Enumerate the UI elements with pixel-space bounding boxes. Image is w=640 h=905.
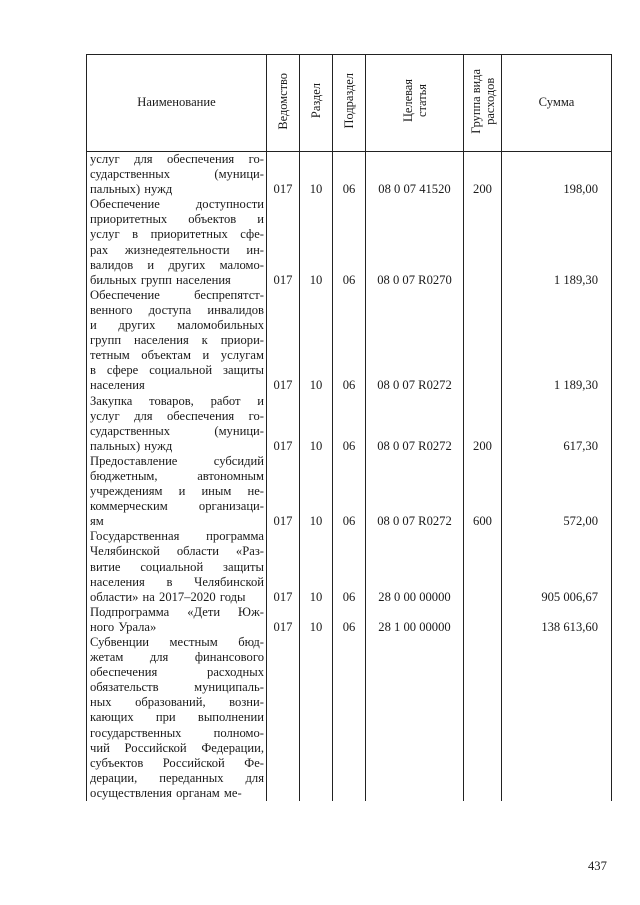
cell-summa: 198,00 [502, 152, 612, 198]
cell-gruppa [464, 288, 502, 394]
cell-name-line: области» на 2017–2020 годы [90, 589, 246, 604]
cell-name-line: тетным объектам и услугам [90, 348, 264, 363]
cell-gruppa [464, 605, 502, 635]
cell-name-line: Субвенции местным бюд- [90, 635, 264, 649]
cell-podrazdel: 06 [333, 288, 366, 394]
cell-razdel: 10 [300, 152, 333, 198]
cell-name-line: Подпрограмма «Дети Юж- [90, 604, 264, 619]
table-row [87, 197, 612, 288]
cell-gruppa: 200 [464, 152, 502, 198]
cell-name-line: учреждениям и иным не- [90, 484, 264, 499]
header-celevaya-line-1: Целевая [400, 79, 415, 123]
header-name: Наименование [87, 55, 267, 152]
cell-name-line: услуг в приоритетных сфе- [90, 227, 264, 242]
cell-name-line: дерации, переданных для [90, 770, 264, 785]
cell-name-line: Обеспечение беспрепятст- [90, 287, 264, 302]
header-razdel [300, 55, 333, 152]
cell-summa: 617,30 [502, 394, 612, 454]
header-gruppa-line-2: расходов [482, 77, 497, 125]
cell-name-line: услуг для обеспечения го- [90, 152, 264, 166]
cell-vedomstvo: 017 [267, 152, 300, 198]
table-row [87, 635, 612, 801]
cell-name-line: населения в Челябинской [90, 574, 264, 589]
cell-name-line: Челябинской области «Раз- [90, 544, 264, 559]
cell-vedomstvo: 017 [267, 288, 300, 394]
cell-gruppa: 600 [464, 454, 502, 529]
cell-razdel: 10 [300, 394, 333, 454]
cell-podrazdel [333, 635, 366, 801]
cell-name-line: приоритетных объектов и [90, 212, 264, 227]
table-row [87, 454, 612, 529]
cell-summa: 1 189,30 [502, 197, 612, 288]
header-celevaya [366, 55, 464, 152]
cell-vedomstvo: 017 [267, 197, 300, 288]
cell-vedomstvo: 017 [267, 394, 300, 454]
cell-podrazdel: 06 [333, 197, 366, 288]
cell-name [87, 197, 267, 288]
cell-celevaya: 28 0 00 00000 [366, 529, 464, 604]
cell-name-line: и других маломобильных [90, 318, 264, 333]
table-header [87, 55, 612, 152]
cell-podrazdel: 06 [333, 152, 366, 198]
cell-name-line: витие социальной защиты [90, 559, 264, 574]
cell-name-line: бильных групп населения [90, 272, 231, 287]
header-gruppa-line-1: Группа вида [468, 68, 483, 134]
cell-celevaya: 08 0 07 41520 [366, 152, 464, 198]
cell-name [87, 152, 267, 198]
cell-celevaya: 08 0 07 R0270 [366, 197, 464, 288]
cell-razdel: 10 [300, 605, 333, 635]
header-celevaya-line-2: статья [414, 84, 429, 118]
header-summa: Сумма [502, 55, 612, 152]
cell-name [87, 529, 267, 604]
cell-celevaya: 08 0 07 R0272 [366, 394, 464, 454]
cell-name-line: ного Урала» [90, 619, 157, 634]
cell-vedomstvo: 017 [267, 529, 300, 604]
cell-name-line: субъектов Российской Фе- [90, 755, 264, 770]
cell-summa [502, 635, 612, 801]
cell-summa: 905 006,67 [502, 529, 612, 604]
cell-celevaya [366, 635, 464, 801]
table-row [87, 288, 612, 394]
cell-name-line: государственных полномо- [90, 725, 264, 740]
cell-summa: 1 189,30 [502, 288, 612, 394]
page-number: 437 [588, 859, 607, 873]
cell-name-line: осуществления органам ме- [90, 785, 242, 800]
cell-podrazdel: 06 [333, 605, 366, 635]
cell-gruppa [464, 635, 502, 801]
cell-name-line: услуг для обеспечения го- [90, 408, 264, 423]
cell-name [87, 288, 267, 394]
table-row [87, 394, 612, 454]
cell-gruppa: 200 [464, 394, 502, 454]
cell-vedomstvo: 017 [267, 454, 300, 529]
cell-name-line: бюджетным, автономным [90, 468, 264, 483]
cell-razdel: 10 [300, 197, 333, 288]
header-gruppa [464, 55, 502, 152]
cell-name-line: Государственная программа [90, 529, 264, 544]
cell-name [87, 635, 267, 801]
cell-name-line: населения [90, 378, 145, 393]
cell-gruppa [464, 529, 502, 604]
cell-name [87, 394, 267, 454]
cell-razdel [300, 635, 333, 801]
cell-name-line: ям [90, 514, 104, 529]
table-row [87, 605, 612, 635]
table-body [87, 152, 612, 802]
cell-gruppa [464, 197, 502, 288]
table-row [87, 529, 612, 604]
header-podrazdel-label: Подраздел [342, 73, 356, 129]
header-vedomstvo [267, 55, 300, 152]
cell-name-line: валидов и других маломо- [90, 257, 264, 272]
cell-name-line: венного доступа инвалидов [90, 302, 264, 317]
cell-name-line: коммерческим организаци- [90, 499, 264, 514]
cell-vedomstvo: 017 [267, 605, 300, 635]
cell-podrazdel: 06 [333, 454, 366, 529]
cell-summa: 138 613,60 [502, 605, 612, 635]
cell-name-line: пальных) нужд [90, 182, 173, 197]
cell-name-line: Предоставление субсидий [90, 453, 264, 468]
header-razdel-label: Раздел [309, 83, 323, 119]
cell-podrazdel: 06 [333, 529, 366, 604]
cell-name-line: обязательств муниципаль- [90, 680, 264, 695]
header-gruppa-label [469, 69, 497, 134]
cell-name [87, 454, 267, 529]
cell-name-line: Обеспечение доступности [90, 197, 264, 212]
cell-name-line: в сфере социальной защиты [90, 363, 264, 378]
cell-name-line: ных образований, возни- [90, 695, 264, 710]
cell-razdel: 10 [300, 288, 333, 394]
cell-name-line: Закупка товаров, работ и [90, 393, 264, 408]
budget-table [86, 54, 612, 801]
cell-name-line: чий Российской Федерации, [90, 740, 264, 755]
cell-razdel: 10 [300, 454, 333, 529]
header-podrazdel [333, 55, 366, 152]
table-row [87, 152, 612, 198]
cell-name-line: рах жизнедеятельности ин- [90, 242, 264, 257]
cell-name-line: групп населения к приори- [90, 333, 264, 348]
cell-name-line: сударственных (муници- [90, 423, 264, 438]
cell-summa: 572,00 [502, 454, 612, 529]
cell-celevaya: 28 1 00 00000 [366, 605, 464, 635]
cell-celevaya: 08 0 07 R0272 [366, 288, 464, 394]
cell-name-line: пальных) нужд [90, 438, 173, 453]
cell-podrazdel: 06 [333, 394, 366, 454]
cell-razdel: 10 [300, 529, 333, 604]
header-celevaya-label [401, 79, 429, 122]
cell-name-line: обеспечения расходных [90, 665, 264, 680]
cell-name-line: жетам для финансового [90, 650, 264, 665]
cell-celevaya: 08 0 07 R0272 [366, 454, 464, 529]
cell-name [87, 605, 267, 635]
cell-name-line: сударственных (муници- [90, 167, 264, 182]
header-vedomstvo-label: Ведомство [276, 72, 290, 130]
cell-name-line: кающих при выполнении [90, 710, 264, 725]
cell-vedomstvo [267, 635, 300, 801]
